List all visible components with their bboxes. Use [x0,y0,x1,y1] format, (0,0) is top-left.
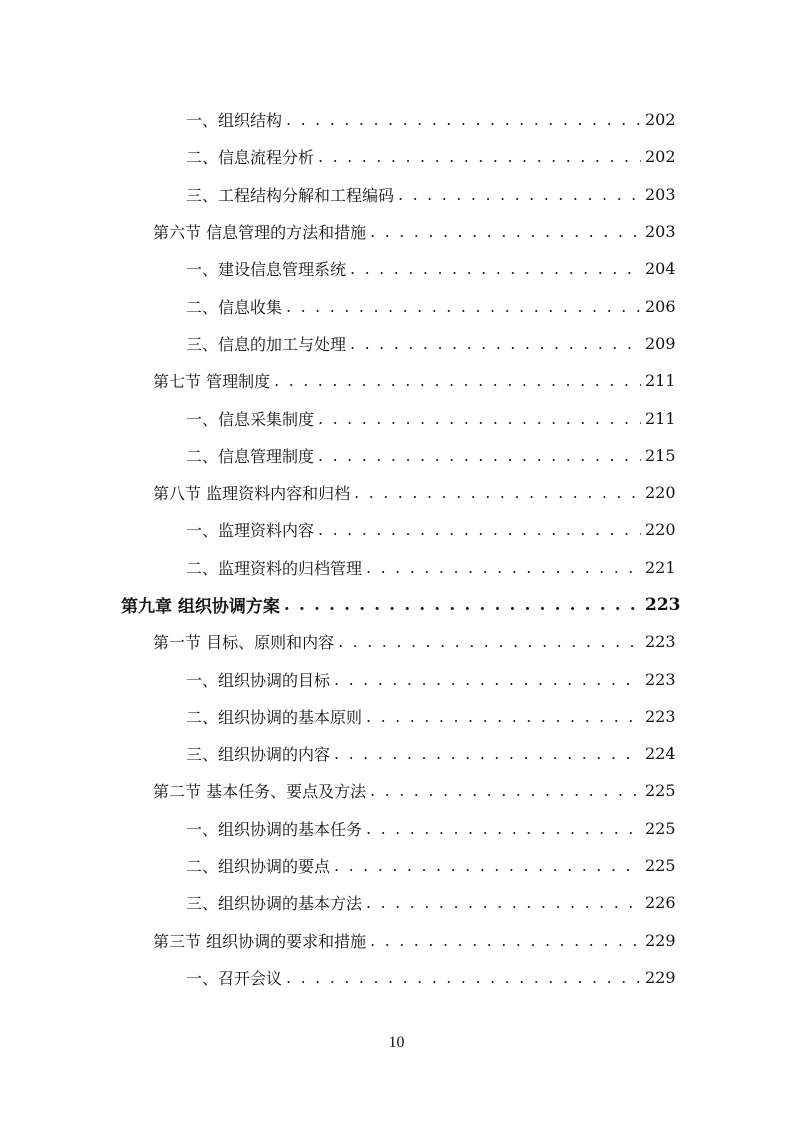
toc-entry-label: 第七节 管理制度 [153,372,271,392]
toc-entry-label: 一、组织协调的目标 [186,670,331,690]
toc-entry-label: 一、组织结构 [186,111,283,131]
dot-leader [354,483,641,502]
dot-leader [274,371,641,390]
toc-entry-label: 三、信息的加工与处理 [186,334,347,354]
toc-entry-label: 一、组织协调的基本任务 [186,819,363,839]
toc-entry-section[interactable] [0,772,793,809]
toc-entry-subsection[interactable] [0,101,793,138]
toc-entry-page: 225 [645,856,676,876]
toc-entry-subsection[interactable] [0,399,793,436]
toc-entry-subsection[interactable] [0,698,793,735]
toc-entry-label: 三、组织协调的内容 [186,745,331,765]
toc-entry-label: 二、组织协调的基本原则 [186,707,363,727]
toc-entry-subsection[interactable] [0,884,793,921]
dot-leader [366,893,641,912]
toc-entry-page: 202 [645,110,676,130]
toc-entry-label: 一、召开会议 [186,968,283,988]
dot-leader [318,446,641,465]
toc-entry-page: 223 [645,632,676,652]
dot-leader [334,744,641,763]
toc-entry-subsection[interactable] [0,549,793,586]
toc-entry-label: 二、信息流程分析 [186,148,315,168]
toc-entry-label: 一、建设信息管理系统 [186,260,347,280]
toc-entry-subsection[interactable] [0,660,793,697]
toc-entry-subsection[interactable] [0,176,793,213]
toc-entry-subsection[interactable] [0,325,793,362]
dot-leader [334,670,641,689]
toc-entry-page: 203 [645,184,676,204]
toc-entry-section[interactable] [0,474,793,511]
toc-entry-page: 221 [645,557,676,577]
toc-entry-subsection[interactable] [0,287,793,324]
toc-entry-page: 206 [645,296,676,316]
toc-entry-label: 第六节 信息管理的方法和措施 [153,223,367,243]
toc-entry-page: 225 [645,781,676,801]
dot-leader [318,409,641,428]
toc-entry-page: 202 [645,147,676,167]
toc-entry-page: 225 [645,818,676,838]
dot-leader [370,781,641,800]
dot-leader [318,147,641,166]
toc-entry-page: 215 [645,445,676,465]
toc-entry-section[interactable] [0,362,793,399]
toc-entry-label: 一、监理资料内容 [186,521,315,541]
toc-entry-page: 203 [645,222,676,242]
toc-entry-page: 229 [645,967,676,987]
dot-leader [366,558,641,577]
toc-entry-page: 220 [645,520,676,540]
toc-entry-label: 二、组织协调的要点 [186,857,331,877]
dot-leader [318,520,641,539]
toc-entry-label: 第八节 监理资料内容和归档 [153,484,351,504]
toc-entry-subsection[interactable] [0,250,793,287]
dot-leader [286,110,641,129]
toc-entry-chapter[interactable] [0,586,793,623]
toc-entry-subsection[interactable] [0,735,793,772]
dot-leader [350,259,641,278]
toc-entry-label: 三、工程结构分解和工程编码 [186,185,395,205]
toc-entry-page: 209 [645,333,676,353]
dot-leader [284,595,641,615]
dot-leader [338,632,641,651]
table-of-contents [0,101,793,996]
toc-entry-subsection[interactable] [0,437,793,474]
toc-entry-subsection[interactable] [0,810,793,847]
toc-entry-label: 一、信息采集制度 [186,409,315,429]
toc-entry-subsection[interactable] [0,847,793,884]
toc-entry-label: 二、信息收集 [186,297,283,317]
toc-entry-section[interactable] [0,623,793,660]
toc-entry-label: 第一节 目标、原则和内容 [153,633,335,653]
dot-leader [350,334,641,353]
toc-entry-page: 223 [645,594,681,615]
toc-entry-page: 224 [645,744,676,764]
toc-entry-page: 220 [645,483,676,503]
toc-entry-section[interactable] [0,922,793,959]
toc-entry-page: 204 [645,259,676,279]
toc-entry-page: 223 [645,706,676,726]
toc-entry-page: 211 [645,371,676,391]
toc-entry-subsection[interactable] [0,511,793,548]
dot-leader [398,185,641,204]
toc-entry-page: 211 [645,408,676,428]
toc-entry-page: 226 [645,893,676,913]
toc-entry-subsection[interactable] [0,959,793,996]
toc-entry-page: 229 [645,930,676,950]
toc-entry-label: 二、监理资料的归档管理 [186,558,363,578]
page-number: 10 [388,1034,405,1051]
toc-entry-section[interactable] [0,213,793,250]
toc-entry-subsection[interactable] [0,138,793,175]
dot-leader [370,222,641,241]
dot-leader [366,707,641,726]
toc-entry-label: 三、组织协调的基本方法 [186,894,363,914]
toc-entry-label: 第九章 组织协调方案 [121,597,280,617]
dot-leader [334,856,641,875]
toc-entry-label: 二、信息管理制度 [186,446,315,466]
dot-leader [366,819,641,838]
dot-leader [286,297,641,316]
dot-leader [370,931,641,950]
toc-entry-page: 223 [645,669,676,689]
toc-entry-label: 第三节 组织协调的要求和措施 [153,931,367,951]
dot-leader [286,968,641,987]
toc-entry-label: 第二节 基本任务、要点及方法 [153,782,367,802]
